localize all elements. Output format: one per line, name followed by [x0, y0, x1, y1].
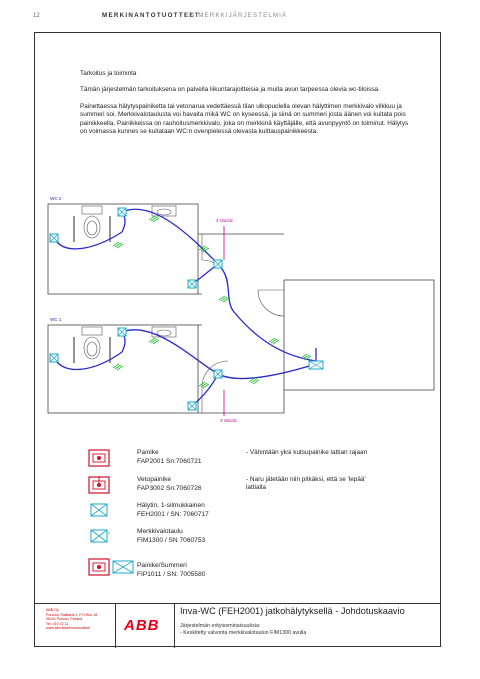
legend-pushbutton: Painike FAP2001 Sn:7060721: [137, 449, 202, 465]
legend-note-pushbutton: - Vähintään yksi kutsupainike lattian rajaan: [246, 449, 368, 456]
pullcord-wc1: [118, 328, 126, 336]
toilet-wc1: [82, 327, 102, 359]
alarm-lamp-wc1: [214, 370, 222, 378]
indicator-wc2-door: [188, 280, 196, 288]
pushbutton-wc2-floor: [50, 234, 58, 242]
company-address: ABB Oy Porvoon Sisätanä 2, P.O.Box 18 06101 Porvoo, Finland Tel. 010 22 11 www.abb.fi/asennustuotteet: [46, 608, 98, 631]
header-section: ESIMERKKIJÄRJESTELMIÄ: [185, 12, 288, 19]
feature-item: - Keskitetty valvonta merkkivalotaulun FIM1300 avulla: [180, 630, 307, 636]
legend-note-pullcord: - Naru jätetään niin pitkäksi, että se 'lepää' lattialla: [246, 476, 366, 492]
abb-logo: ABB: [124, 617, 160, 634]
wiring: [54, 209, 316, 406]
title-block: [34, 603, 441, 648]
legend-indicator-panel: Merkkivalotaulu FIM1300 / SN 7060753: [137, 528, 206, 544]
power-label-bottom: 3 Vac/dc: [220, 418, 238, 423]
indicator-panel-icon: [88, 528, 114, 544]
alarm-lamp-icon: [88, 502, 110, 518]
header-brand: MERKINANTOTUOTTEET: [102, 12, 200, 19]
alarm-lamp-wc2: [214, 260, 222, 268]
pullcord-icon: [88, 476, 110, 494]
page-number: 12: [33, 13, 40, 19]
pullcord-wc2: [118, 208, 126, 216]
svg-text:n: n: [108, 530, 111, 535]
corridor-room: [284, 280, 434, 390]
room-label-wc1: WC 1: [50, 317, 62, 322]
sink-wc1: [152, 327, 176, 337]
intro-paragraph-2: Painettaessa hälytyspainiketta tai vetonarua vedettäessä tilan ulkopuolella olevan hälyttimen merkkivalo vilkkuu ja summeri soi. Merkkivalotaulusta voi havaita mikä WC on kyseessä, ja siinä on summeri josta äänen voi kuitata pois painikkeella. Painikkeissa on rauhoitusmerkkivalo, joka on merkkinä käyttäjälle, että avunpyyntö on toiminut. Hälytys on voimassa kunnes se kuitataan WC:n ovenpielessä olevasta kuittauspainikkeesta.: [80, 103, 409, 136]
intro-paragraph-1: Tämän järjestelmän tarkoituksena on palvella liikuntarajoitteisia ja muita avun tarpeessa olevia wc-tiloissa.: [80, 86, 380, 93]
indicator-panel: [309, 361, 323, 369]
drawing-title: Inva-WC (FEH2001) jatkohälytyksellä - Johdotuskaavio: [180, 606, 405, 616]
power-label-top: 3 Vac/dc: [216, 218, 234, 223]
legend-button-buzzer: Painike/Summeri FIP1011 / SN: 7005580: [137, 562, 206, 578]
button-buzzer-icon: [88, 558, 136, 576]
toilet-wc2: [82, 206, 102, 238]
room-label-wc2: WC 2: [50, 196, 62, 201]
pushbutton-wc1-floor: [50, 354, 58, 362]
intro-title: Tarkoitus ja toiminta: [80, 70, 137, 77]
pushbutton-icon: [88, 449, 110, 467]
indicator-wc1-door: [188, 402, 196, 410]
features-heading: Järjestelmän erityisominaisuuksia:: [180, 623, 261, 629]
legend-alarm-lamp: Hälytin, 1-silmukkainen FEH2001 / SN: 7060717: [137, 502, 209, 518]
legend-pullcord: Vetopainike FAP3002 Sn:7060726: [137, 476, 202, 492]
wiring-floor-plan: [34, 180, 440, 430]
